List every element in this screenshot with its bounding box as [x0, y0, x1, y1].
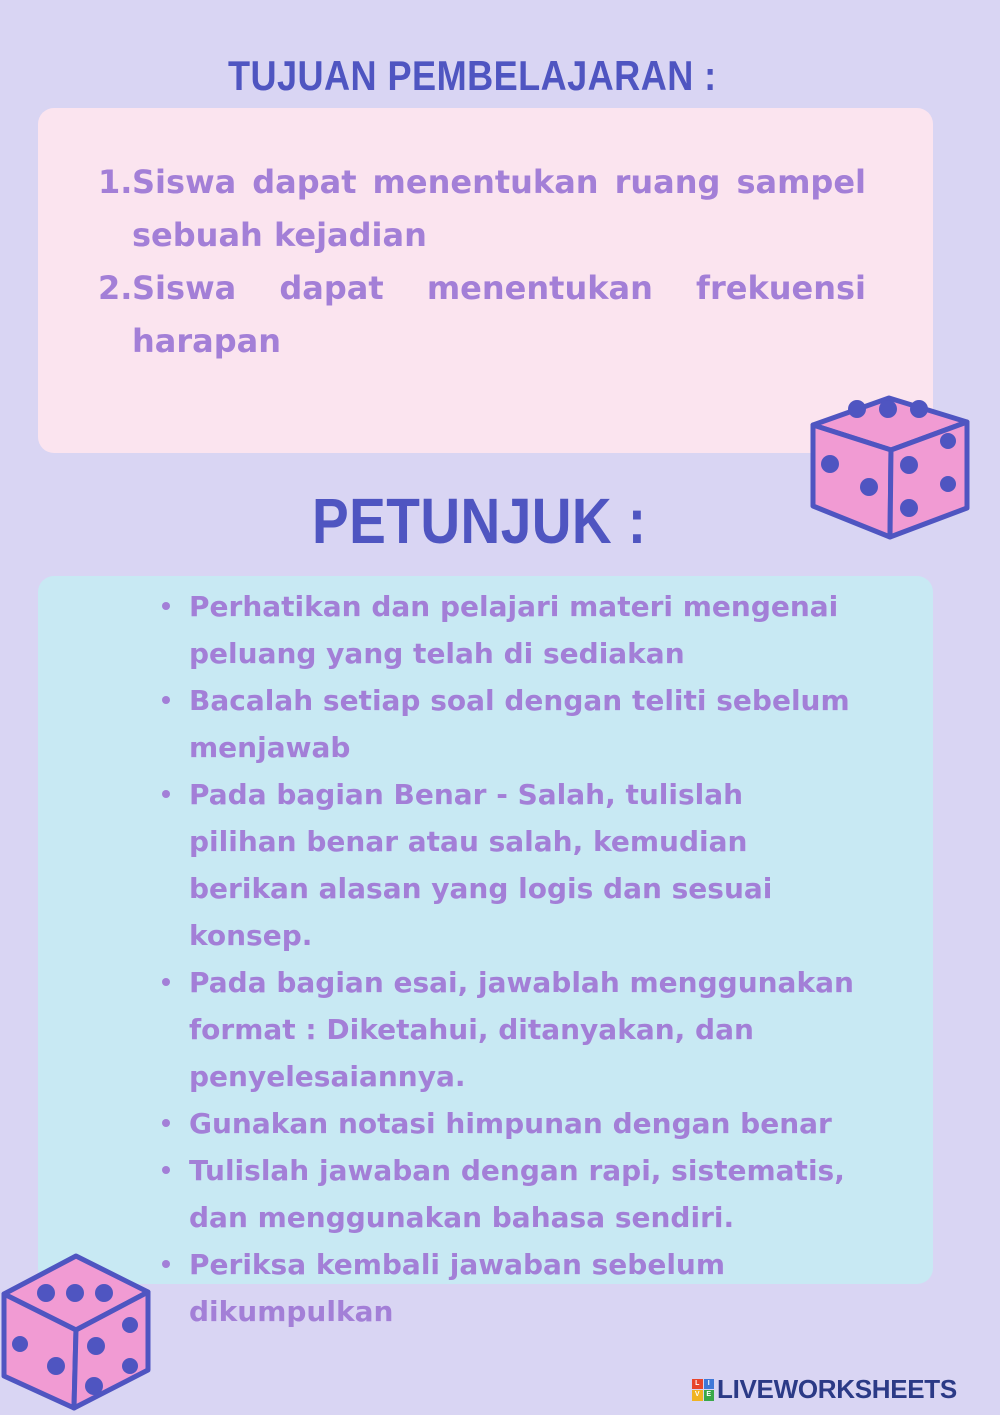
- list-number: 1.: [98, 163, 133, 201]
- logo-text: LIVEWORKSHEETS: [717, 1374, 957, 1404]
- list-item-text: Siswa dapat menentukan frekuensi harapan: [132, 269, 866, 360]
- logo-letter: V: [692, 1390, 703, 1401]
- list-item: Tulislah jawaban dengan rapi, sistematis, dan menggunakan bahasa sendiri.: [160, 1147, 860, 1241]
- logo-letter: L: [692, 1379, 703, 1390]
- list-item: Gunakan notasi himpunan dengan benar: [160, 1100, 860, 1147]
- logo-letter: E: [704, 1390, 715, 1401]
- instructions-list: [160, 583, 860, 1335]
- logo-letter: I: [704, 1379, 715, 1390]
- list-item: Pada bagian esai, jawablah menggunakan format : Diketahui, ditanyakan, dan penyelesaiannya.: [160, 959, 860, 1100]
- list-item-text: Siswa dapat menentukan ruang sampel sebuah kejadian: [132, 163, 866, 254]
- instructions-title: PETUNJUK :: [312, 485, 647, 557]
- list-item: Pada bagian Benar - Salah, tulislah pilihan benar atau salah, kemudian berikan alasan yang logis dan sesuai konsep.: [160, 771, 860, 959]
- dice-icon: [0, 1252, 152, 1412]
- list-item: [98, 156, 866, 262]
- list-item: Periksa kembali jawaban sebelum dikumpulkan: [160, 1241, 860, 1335]
- logo-mark-icon: [692, 1379, 714, 1401]
- learning-goals-list: [98, 156, 866, 368]
- list-item: Perhatikan dan pelajari materi mengenai peluang yang telah di sediakan: [160, 583, 860, 677]
- list-number: 2.: [98, 269, 133, 307]
- list-item: [98, 262, 866, 368]
- dice-icon: [806, 380, 972, 542]
- liveworksheets-logo: [692, 1374, 957, 1405]
- learning-goals-title: TUJUAN PEMBELAJARAN :: [228, 52, 717, 99]
- list-item: Bacalah setiap soal dengan teliti sebelum menjawab: [160, 677, 860, 771]
